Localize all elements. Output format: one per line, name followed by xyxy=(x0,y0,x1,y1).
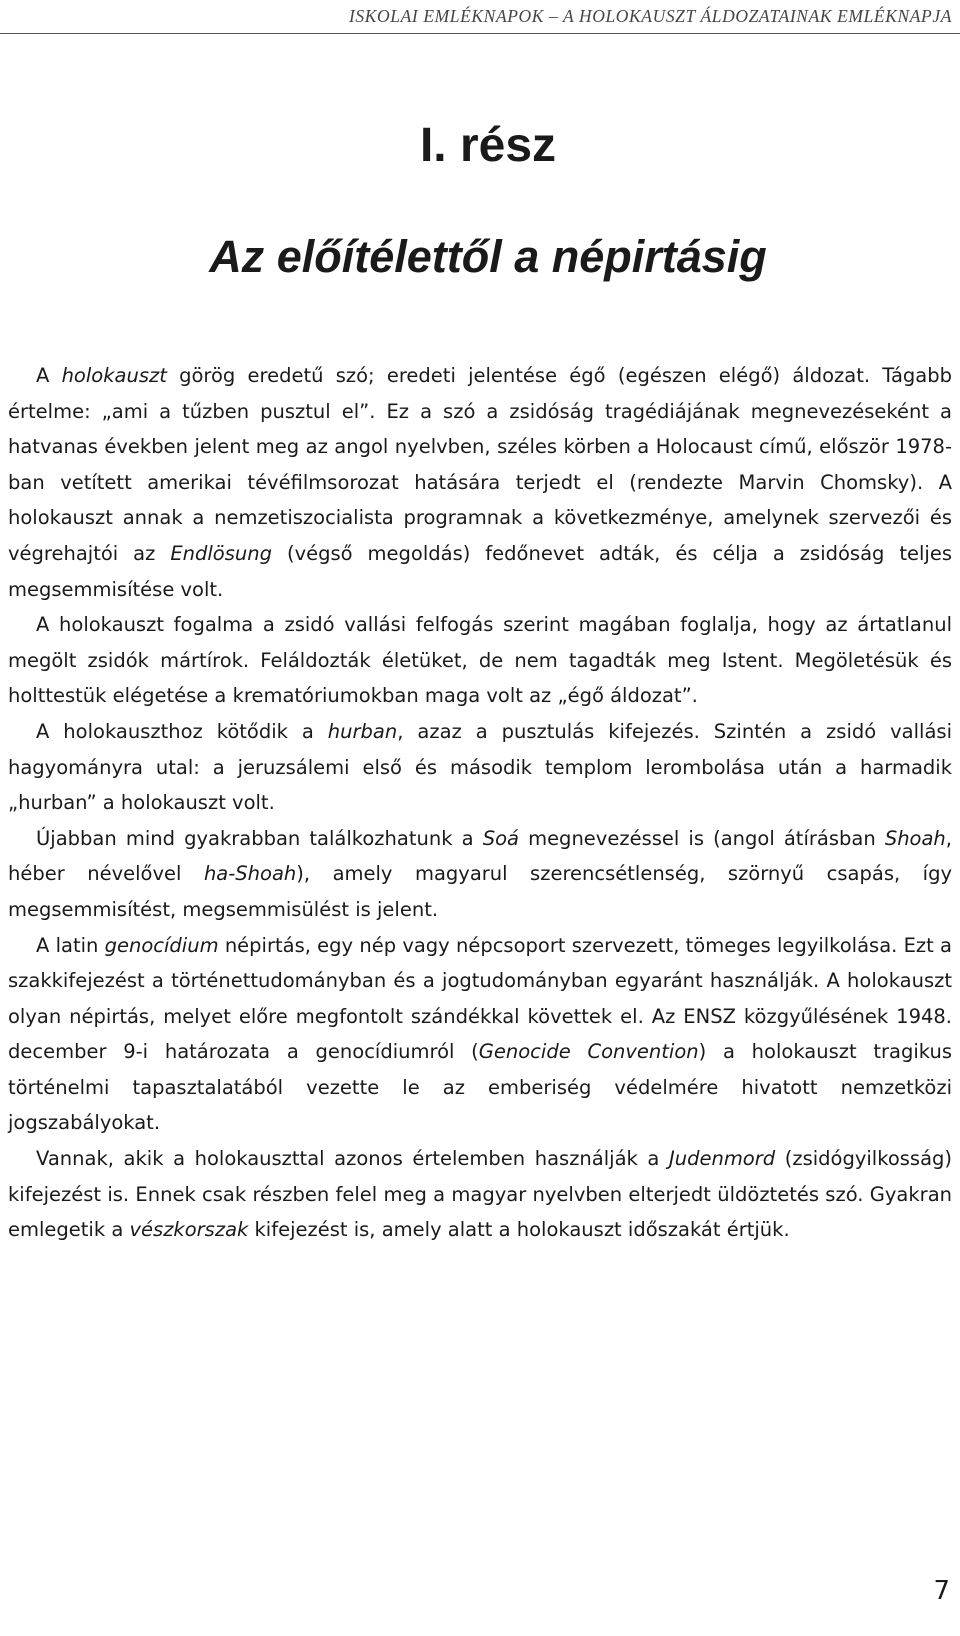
italic-term: holokauszt xyxy=(61,364,167,387)
text-run: görög eredetű szó; eredeti jelentése égő (egészen elégő) áldozat. Tágabb értelme: „ami a tűzben pusztul el”. Ez a szó a zsidóság tragédiájának megnevezéseként a hatvanas években jelent meg az angol nyelvben, széles körben a Holocaust című, először 1978-ban vetített amerikai tévéfilmsorozat hatására terjedt el (rendezte Marvin Chomsky). A holokauszt annak a nemzetiszocialista programnak a következménye, amelynek szervezői és végrehajtói az xyxy=(8,364,952,565)
paragraph xyxy=(8,1141,952,1248)
part-title: I. rész xyxy=(419,119,557,173)
italic-term: hurban xyxy=(327,719,398,743)
text-run: Újabban mind gyakrabban találkozhatunk a xyxy=(36,826,483,850)
text-run: ), amely magyarul szerencsétlenség, szörnyű csapás, így megsemmisítést, megsemmisülést is jelent. xyxy=(8,862,953,921)
paragraph xyxy=(8,821,952,928)
header-rule xyxy=(0,33,960,34)
text-run: népirtás, egy nép vagy népcsoport szervezett, tömeges legyilkolása. Ezt a szakkifejezést a történettudományban és a jogtudományban egyaránt használják. A holokauszt olyan népirtás, melyet előre megfontolt szándékkal követtek el. Az ENSZ közgyűlésének 1948. december 9-i határozata a genocídiumról ( xyxy=(8,933,952,1064)
text-run: (végső megoldás) fedőnevet adták, és célja a zsidóság teljes megsemmisítése volt. xyxy=(8,541,953,601)
text-run: kifejezést is, amely alatt a holokauszt időszakát értjük. xyxy=(248,1218,790,1242)
text-run: , azaz a pusztulás kifejezés. Szintén a zsidó vallási hagyományra utal: a jeruzsálemi első és második templom lerombolása után a harmadik „hurban” a holokauszt volt. xyxy=(8,719,952,815)
body-text xyxy=(8,358,952,1248)
text-run: A holokauszt fogalma a zsidó vallási felfogás szerint magában foglalja, hogy az ártatlanul megölt zsidók mártírok. Feláldozták életüket, de nem tagadták meg Istent. Megöletésük és holttestük elégetése a krematóriumokban maga volt az „égő áldozat”. xyxy=(8,613,952,708)
italic-term: Endlösung xyxy=(170,541,272,565)
italic-term: Judenmord xyxy=(668,1147,776,1171)
paragraph xyxy=(8,928,952,1142)
paragraph xyxy=(8,358,952,607)
text-run: (zsidógyilkosság) kifejezést is. Ennek csak részben felel meg a magyar nyelvben elterjedt üldöztetés szó. Gyakran emlegetik a xyxy=(8,1147,953,1242)
text-run: A xyxy=(36,364,62,387)
text-run: A latin xyxy=(36,933,105,957)
text-run: ) a holokauszt tragikus történelmi tapasztalatából vezette le az emberiség védelmére hivatott nemzetközi jogszabályokat. xyxy=(8,1040,952,1135)
italic-term: ha-Shoah xyxy=(203,862,297,886)
paragraph xyxy=(8,714,952,821)
italic-term: vészkorszak xyxy=(129,1218,249,1242)
page-number: 7 xyxy=(933,1576,950,1606)
text-run: Vannak, akik a holokauszttal azonos értelemben használják a xyxy=(36,1147,669,1171)
italic-term: genocídium xyxy=(104,933,219,957)
italic-term: Genocide Convention xyxy=(478,1040,699,1064)
text-run: megnevezéssel is (angol átírásban xyxy=(518,826,885,850)
running-header: ISKOLAI EMLÉKNAPOK – A HOLOKAUSZT ÁLDOZATAINAK EMLÉKNAPJA xyxy=(349,6,952,26)
italic-term: Shoah xyxy=(884,826,946,850)
text-run: A holokauszthoz kötődik a xyxy=(36,719,328,743)
paragraph xyxy=(8,607,952,714)
italic-term: Soá xyxy=(482,826,519,850)
text-run: , héber névelővel xyxy=(8,826,952,886)
chapter-title: Az előítélettől a népirtásig xyxy=(209,231,767,283)
